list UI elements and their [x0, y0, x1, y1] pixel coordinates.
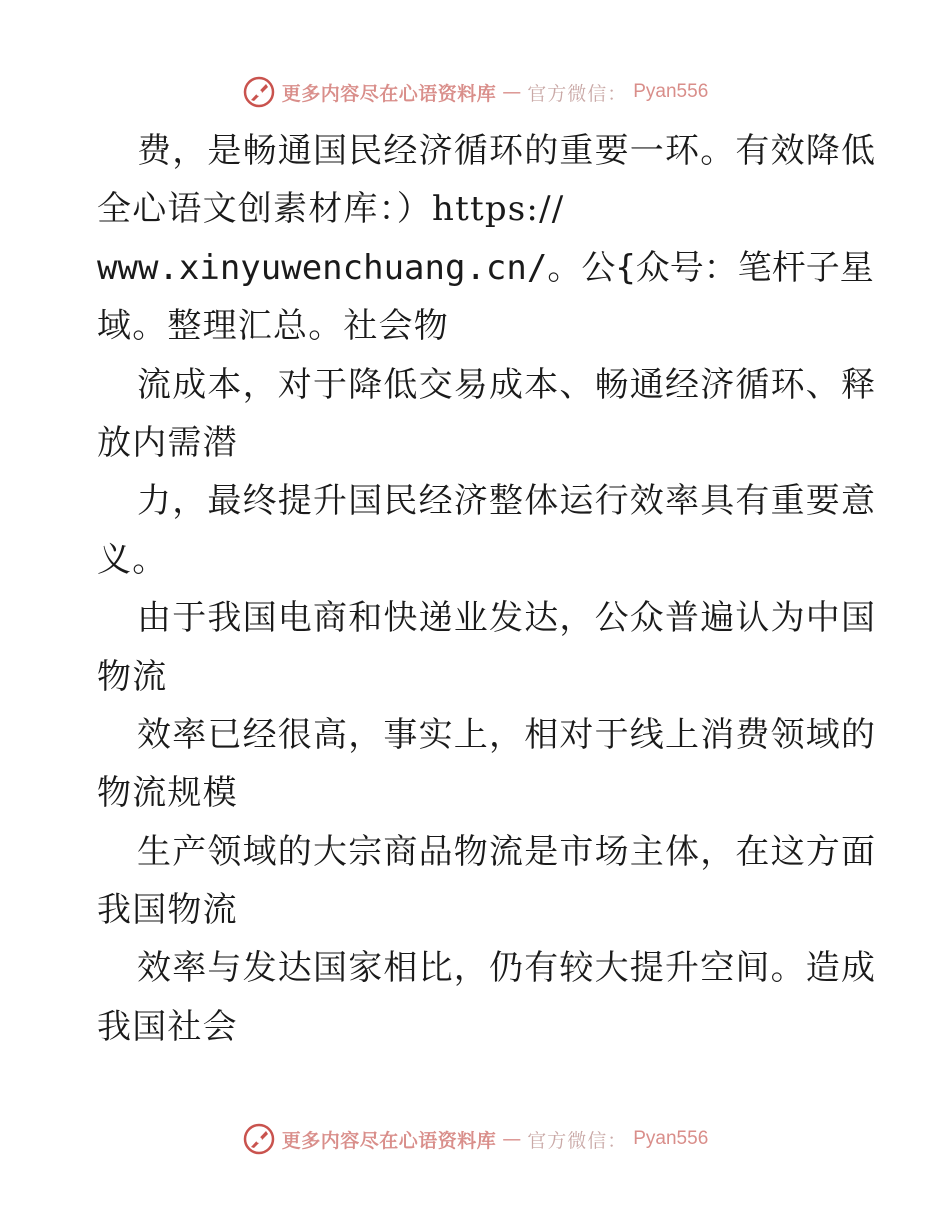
- body-line: 费，是畅通国民经济循环的重要一环。有效降低: [137, 131, 877, 171]
- watermark-wechat-id: Pyan556: [633, 81, 709, 102]
- watermark-wechat-label: 官方微信：: [527, 1129, 628, 1152]
- body-line: 生产领域的大宗商品物流是市场主体，在这方面: [137, 831, 877, 872]
- watermark-wechat-id: Pyan556: [633, 1128, 709, 1149]
- header-watermark: [0, 72, 950, 112]
- body-line: 力，最终提升国民经济整体运行效率具有重要意: [137, 481, 877, 522]
- body-line: 物流: [97, 656, 168, 697]
- watermark-dash: —: [502, 1128, 522, 1150]
- watermark-title: 更多内容尽在心语资料库: [281, 82, 497, 105]
- body-line: 域。整理汇总。社会物: [97, 306, 449, 347]
- body-line: 义。: [97, 539, 168, 580]
- body-line: 流成本，对于降低交易成本、畅通经济循环、释: [137, 364, 877, 405]
- watermark-wechat-label: 官方微信：: [527, 82, 628, 105]
- body-line: 效率与发达国家相比，仍有较大提升空间。造成: [137, 948, 877, 989]
- body-line: 我国物流: [97, 890, 238, 931]
- body-line: 我国社会: [97, 1006, 238, 1047]
- body-line: 物流规模: [97, 773, 238, 814]
- watermark-title: 更多内容尽在心语资料库: [281, 1129, 497, 1152]
- body-line: www.xinyuwenchuang.cn/。公{众号：笔杆子星: [97, 247, 874, 288]
- footer-watermark: [0, 1119, 950, 1159]
- body-line: 全心语文创素材库：）https://: [97, 189, 565, 230]
- body-line: 放内需潜: [97, 422, 238, 463]
- quill-seal-icon: [242, 1122, 276, 1156]
- document-body: [97, 122, 877, 1056]
- quill-seal-icon: [242, 75, 276, 109]
- watermark-dash: —: [502, 81, 522, 103]
- body-line: 由于我国电商和快递业发达，公众普遍认为中国: [137, 598, 877, 639]
- body-line: 效率已经很高，事实上，相对于线上消费领域的: [137, 714, 877, 755]
